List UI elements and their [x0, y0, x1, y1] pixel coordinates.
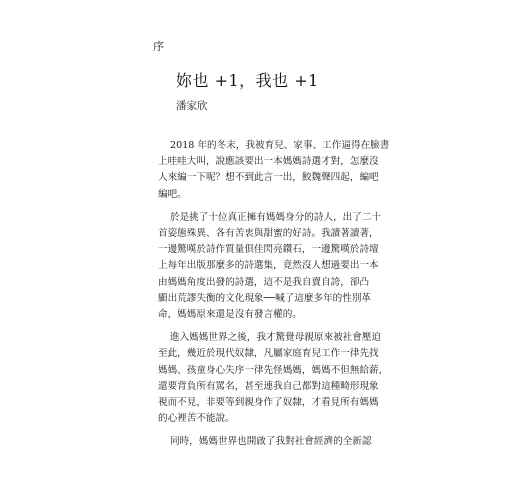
text-line: 媽媽、孩童身心失序一律先怪媽媽，媽媽不但無給薪，	[158, 364, 389, 376]
paragraph	[158, 210, 384, 323]
text-line: 上每年出版那麼多的詩選集，竟然沒人想過要出一本	[158, 260, 379, 272]
text-line: 命，媽媽原來還是沒有發言權的。	[158, 309, 302, 321]
text-line: 一邊驚嘆於詩作質量俱佳閃亮鑽石，一邊驚嘆於詩壇	[158, 244, 379, 256]
page-title: 妳也 +1，我也 +1	[176, 71, 319, 90]
body-text	[158, 138, 390, 458]
author-name: 潘家欣	[176, 100, 208, 112]
text-line: 至此，幾近於現代奴隸，凡屬家庭育兒工作一律先找	[158, 348, 379, 360]
text-line: 還要背負所有罵名，甚至連我自己都對這種畸形現象	[158, 380, 379, 392]
paragraph	[158, 138, 390, 203]
text-line: 於是挑了十位真正擁有媽媽身分的詩人，出了二十	[170, 211, 382, 223]
section-label: 序	[153, 40, 164, 53]
paragraph	[158, 434, 384, 450]
text-line: 同時，媽媽世界也開啟了我對社會經濟的全新認	[170, 436, 372, 448]
paragraph	[158, 330, 389, 427]
text-line: 進入媽媽世界之後，我才驚覺母親原來被社會壓迫	[170, 332, 382, 344]
text-line: 的心裡苦不能說。	[158, 413, 235, 425]
text-line: 由媽媽角度出發的詩選，這不是我自賣自誇，卻凸	[158, 276, 370, 288]
text-line: 首姿態殊異、各有苦衷與甜蜜的好詩。我讀著讀著，	[158, 228, 379, 240]
text-line: 視而不見，非要等到親身作了奴隸，才看見所有媽媽	[158, 397, 379, 409]
text-line: 人來編一下呢？想不到此言一出，鮫魏聲四起，編吧	[158, 172, 379, 184]
text-line: 上哇哇大叫，說應該要出一本媽媽詩選才對，怎麼沒	[158, 156, 379, 168]
text-line: 2018 年的冬末，我被育兒、家事、工作逼得在臉書	[170, 140, 390, 151]
text-line: 編吧。	[158, 188, 187, 200]
text-line: 顯出荒謬失衡的文化現象──喊了這麼多年的性別革	[158, 292, 372, 304]
